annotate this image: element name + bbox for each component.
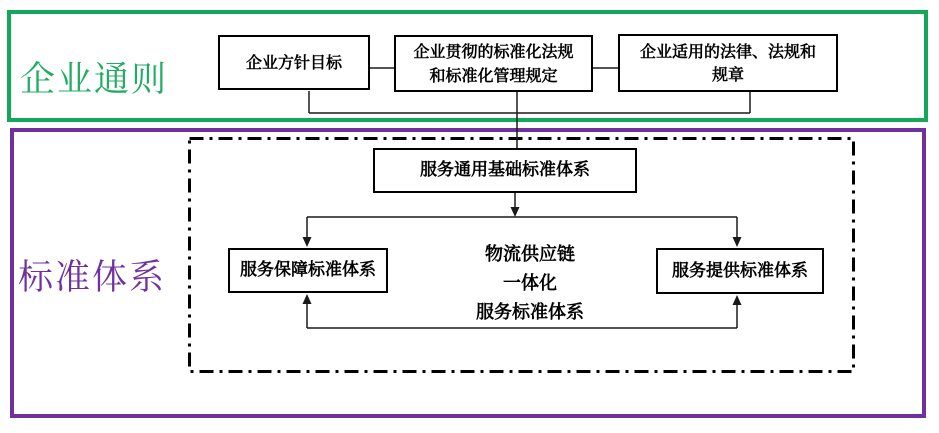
enterprise-rules-label: 企业通则 [20, 60, 169, 100]
box-service-provision-standards [656, 248, 824, 294]
box-label: 服务通用基础标准体系 [420, 160, 590, 181]
arrow-up-provision [733, 295, 742, 305]
box-label-line2: 和标准化管理规定 [429, 65, 558, 85]
box-label: 服务提供标准体系 [672, 260, 808, 281]
box-label-line1: 企业适用的法律、法规和 [639, 41, 816, 61]
center-text-line1: 物流供应链 [485, 244, 575, 265]
center-text-line3: 服务标准体系 [476, 302, 584, 323]
box-label-line1: 企业贯彻的标准化法规 [413, 42, 574, 62]
box-label: 企业方针目标 [245, 52, 342, 72]
arrow-down-general [511, 207, 520, 217]
box-enterprise-policy-goals [218, 35, 370, 90]
arrow-down-provision [733, 237, 742, 247]
box-label: 服务保障标准体系 [240, 260, 376, 281]
center-text-logistics-supply-chain [420, 240, 640, 327]
box-service-support-standards [228, 248, 388, 293]
box-label-line2: 规章 [711, 65, 744, 84]
arrow-down-support [303, 237, 312, 247]
box-standardization-regulations [394, 35, 593, 92]
center-text-line2: 一体化 [503, 273, 557, 294]
box-applicable-laws [618, 34, 838, 92]
arrow-up-support [303, 294, 312, 304]
standard-system-label: 标准体系 [18, 258, 167, 298]
box-general-basic-standards [373, 148, 637, 193]
